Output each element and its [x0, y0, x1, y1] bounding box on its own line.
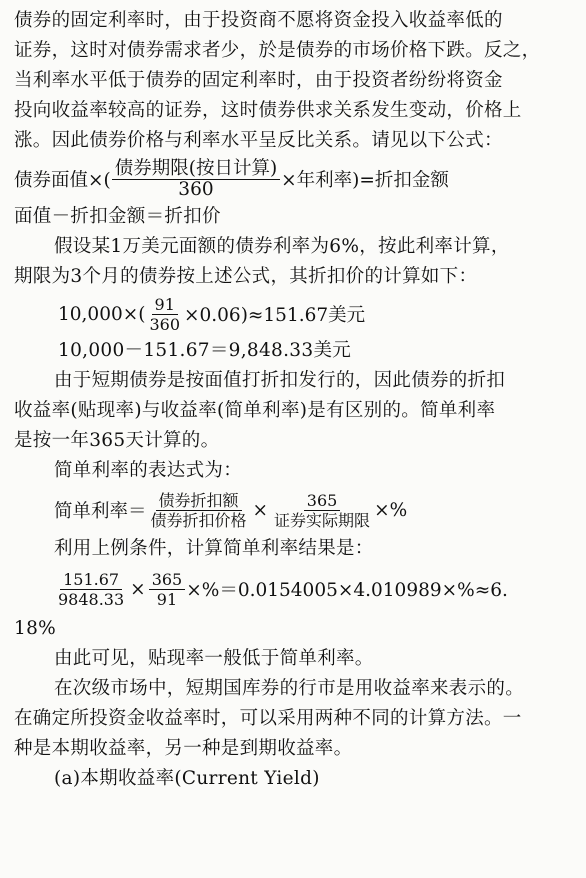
- fraction: [112, 157, 280, 200]
- text-line: 由于短期债券是按面值打折扣发行的，因此债券的折扣: [54, 370, 506, 391]
- discount-price-formula: 面值－折扣金额＝折扣价: [14, 206, 221, 227]
- fraction: [149, 571, 186, 608]
- times-sign: ×: [130, 578, 146, 600]
- formula-suffix: ×年利率)=折扣金额: [281, 170, 449, 191]
- fraction: [55, 571, 127, 608]
- text-line: 债券的固定利率时，由于投资商不愿将资金投入收益率低的: [14, 10, 503, 31]
- fraction-denominator: 91: [156, 589, 178, 609]
- paragraph-short-term: [14, 366, 576, 456]
- times-sign: ×: [252, 499, 269, 521]
- text-line: 投向收益率较高的证券，这时债券供求关系发生变动，价格上: [14, 100, 522, 121]
- example-price-formula: 10,000－151.67＝9,848.33美元: [58, 340, 352, 361]
- fraction-denominator: 360: [178, 178, 214, 200]
- fraction-numerator: 365: [304, 492, 341, 511]
- formula-prefix: 10,000×(: [58, 303, 146, 325]
- text-line: 在确定所投资金收益率时，可以采用两种不同的计算方法。一: [14, 708, 522, 729]
- fraction-denominator: 9848.33: [58, 589, 125, 609]
- fraction-numerator: 91: [152, 296, 178, 315]
- simple-rate-intro: 简单利率的表达式为：: [54, 460, 243, 481]
- section-heading: (a)本期收益率(Current Yield): [54, 768, 320, 789]
- text-line: 种是本期收益率，另一种是到期收益率。: [14, 738, 353, 759]
- fraction-numerator: 151.67: [60, 571, 122, 590]
- formula-prefix: 简单利率＝: [54, 501, 147, 522]
- conclusion-line: 由此可见，贴现率一般低于简单利率。: [54, 648, 374, 669]
- simple-rate-formula: [14, 486, 576, 534]
- calculation-intro: 利用上例条件，计算简单利率结果是：: [54, 538, 374, 559]
- simple-rate-calculation: [14, 564, 576, 614]
- fraction-denominator: 债券折扣价格: [150, 510, 247, 530]
- text-line: 涨。因此债券价格与利率水平呈反比关系。请见以下公式：: [14, 130, 503, 151]
- text-line: 收益率(贴现率)与收益率(简单利率)是有区别的。简单利率: [14, 400, 496, 421]
- discount-formula: [14, 156, 576, 202]
- fraction-numerator: 365: [149, 571, 186, 590]
- fraction-denominator: 证券实际期限: [274, 510, 371, 530]
- fraction: [271, 492, 373, 529]
- fraction-numerator: 债券期限(按日计算): [112, 160, 280, 180]
- text-line: 假设某1万美元面额的债券利率为6%，按此利率计算，: [54, 236, 510, 257]
- fraction: [146, 296, 183, 333]
- calculation-result-continuation: 18%: [14, 618, 57, 639]
- fraction: [148, 492, 250, 529]
- formula-suffix: ×0.06)≈151.67美元: [184, 305, 366, 326]
- paragraph-secondary-market: [14, 674, 576, 764]
- fraction-denominator: 360: [149, 314, 180, 334]
- text-line: 在次级市场中，短期国库券的行市是用收益率来表示的。: [54, 678, 525, 699]
- example-discount-formula: [14, 292, 576, 336]
- formula-suffix: ×%＝0.0154005×4.010989×%≈6.: [186, 580, 508, 601]
- paragraph-price-rate: [14, 6, 576, 156]
- text-line: 期限为3个月的债券按上述公式，其折扣价的计算如下：: [14, 266, 478, 287]
- fraction-numerator: 债券折扣额: [156, 492, 242, 511]
- text-line: 证券，这时对债券需求者少，於是债券的市场价格下跌。反之，: [14, 40, 541, 61]
- formula-prefix: 债券面值×(: [14, 170, 111, 191]
- text-line: 是按一年365天计算的。: [14, 430, 220, 451]
- formula-suffix: ×%: [374, 499, 408, 521]
- text-line: 当利率水平低于债券的固定利率时，由于投资者纷纷将资金: [14, 70, 503, 91]
- paragraph-example: [14, 232, 576, 292]
